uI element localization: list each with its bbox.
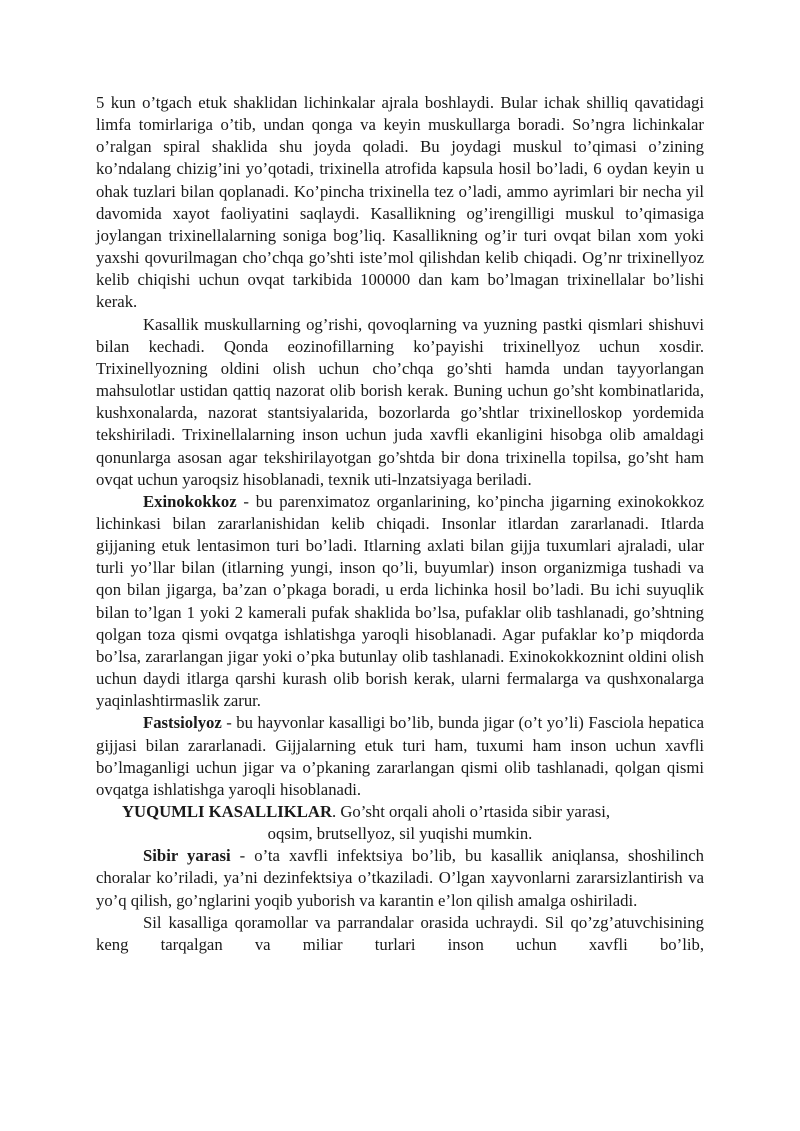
paragraph-tuberculosis: Sil kasalliga qoramollar va parrandalar orasida uchraydi. Sil qo’zg’atuvchisining keng tarqalgan va miliar turlari inson uchun xavfli bo’lib, — [96, 912, 704, 954]
paragraph-anthrax — [96, 845, 704, 911]
term-anthrax: Sibir yarasi — [143, 846, 231, 866]
paragraph-fascioliasis-text: - bu hayvonlar kasalligi bo’lib, bunda jigar (o’t yo’li) Fasciola hepatica gijjasi bilan zararlanadi. Gijjalarning etuk turi ham, tuxumi ham inson uchun xavfli bo’lmaganligi uchun jigar va o’pkaning zararlangan qismi olib tashlanadi, qolgan qismi ovqatga ishlatishga yaroqli hisoblanadi. — [96, 713, 704, 799]
section-heading-intro: . Go’sht orqali aholi o’rtasida sibir yarasi, — [332, 802, 611, 821]
paragraph-fascioliasis — [96, 712, 704, 801]
document-page — [96, 92, 704, 956]
paragraph-echinococcosis — [96, 491, 704, 713]
paragraph-trichinella-lifecycle: 5 kun o’tgach etuk shaklidan lichinkalar ajrala boshlaydi. Bular ichak shilliq qavatidagi limfa tomirlariga o’tib, undan qonga va keyin muskullarga boradi. So’ngra lichinkalar o’ralgan spiral shaklida shu joyda qoladi. Bu joydagi muskul to’qimasi o’zining ko’ndalang chizig’ini yo’qotadi, trixinella atrofida kapsula hosil bo’ladi, 6 oydan keyin u ohak tuzlari bilan qoplanadi. Ko’pincha trixinella tez o’ladi, ammo ayrimlari bir necha yil davomida xayot faoliyatini saqlaydi. Kasallikning og’irengilligi muskul to’qimasiga joylangan trixinellalarning soniga bog’liq. Kasallikning og’ir turi ovqat bilan xom yoki yaxshi qovurilmagan cho’chqa go’shti iste’mol qilishdan kelib chiqadi. Og’nr trixinellyoz kelib chiqishi uchun ovqat tarkibida 100000 dan kam bo’lmagan trixinellalar bo’lishi kerak. — [96, 93, 704, 312]
paragraph-anthrax-text: - o’ta xavfli infektsiya bo’lib, bu kasallik aniqlansa, shoshilinch choralar ko’riladi, ya’ni dezinfektsiya o’tkaziladi. O’lgan xayvonlarni zararsizlantirish va yo’q qilish, go’nglarini yoqib yuborish va karantin e’lon qilish amalga oshiriladi. — [96, 846, 705, 910]
paragraph-trichinellosis-symptoms: Kasallik muskullarning og’rishi, qovoqlarning va yuzning pastki qismlari shishuvi bilan kechadi. Qonda eozinofillarning ko’payishi trixinellyoz uchun xosdir. Trixinellyozning oldini olish uchun cho’chqa go’shti hamda undan tayyorlangan mahsulotlar ustidan qattiq nazorat olib borish kerak. Buning uchun go’sht kombinatlarida, kushxonalarda, nazorat stantsiyalarida, bozorlarda go’shtlar trixinelloskop yordemida tekshiriladi. Trixinellalarning inson uchun juda xavfli ekanligini hisobga olib amaldagi qonunlarga asosan agar tekshirilayotgan go’shtda bir dona trixinella topilsa, go’sht ham ovqat uchun yaroqsiz hisoblanadi, texnik uti-lnzatsiyaga beriladi. — [96, 314, 704, 489]
section-heading-infectious-diseases — [96, 801, 704, 823]
paragraph-echinococcosis-text: - bu parenximatoz organlarining, ko’pincha jigarning exinokokkoz lichinkasi bilan zararlanishidan kelib chiqadi. Insonlar itlardan zararlanadi. Itlarda gijjaning etuk lentasimon turi bo’ladi. Itlarning axlati bilan gijja tuxumlari ajraladi, ular turli yo’llar bilan (itlarning yungi, inson qo’li, buyumlar) inson organizmiga tushadi va qon bilan jigarga, ba’zan o’pkaga boradi, u erda lichinka hosil bo’ladi. Bu ichi suyuqlik bilan to’lgan 1 yoki 2 kamerali pufak shaklida bo’lsa, pufaklar olib tashlanadi, go’shtning qolgan toza qismi ovqatga ishlatishga yaroqli hisoblanadi. Agar pufaklar ko’p miqdorda bo’lsa, zararlangan jigar yoki o’pka butunlay olib tashlanadi. Exinokokkoznint oldini olish uchun daydi itlarga qarshi kurash olib borish kerak, ularni fermalarga va qushxonalarga yaqinlashtirmaslik zarur. — [96, 491, 704, 711]
section-heading-intro-line2: oqsim, brutsellyoz, sil yuqishi mumkin. — [267, 824, 533, 844]
term-echinococcosis: Exinokokkoz — [143, 491, 237, 511]
section-heading-title: YUQUMLI KASALLIKLAR — [122, 802, 333, 821]
term-fascioliasis: Fastsiolyoz — [143, 713, 222, 733]
